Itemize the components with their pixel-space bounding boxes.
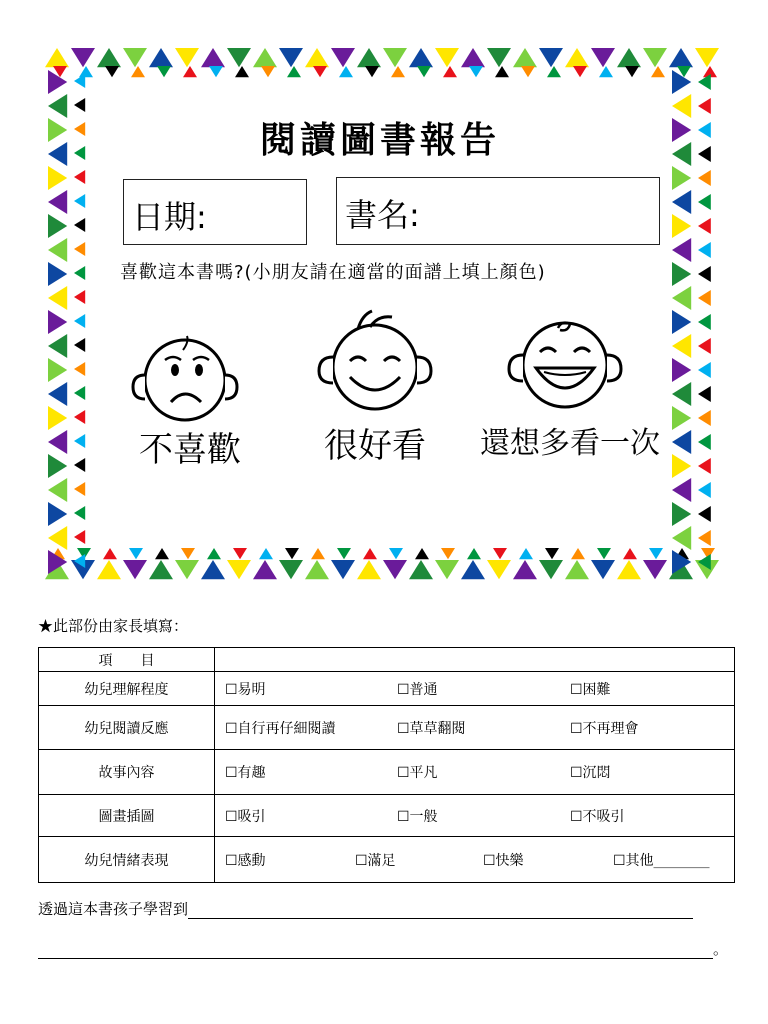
border-triangle bbox=[698, 122, 711, 138]
border-triangle bbox=[467, 548, 481, 559]
border-triangle bbox=[227, 560, 251, 579]
header-item-cell: 項 目 bbox=[39, 648, 215, 672]
checkbox-option[interactable]: ☐自行再仔細閱讀 bbox=[225, 720, 336, 737]
border-triangle bbox=[672, 478, 691, 502]
border-triangle bbox=[357, 48, 381, 67]
border-triangle bbox=[672, 238, 691, 262]
border-triangle bbox=[435, 48, 459, 67]
checkbox-option[interactable]: ☐不吸引 bbox=[570, 808, 625, 825]
checkbox-option[interactable]: ☐一般 bbox=[397, 808, 438, 825]
border-triangle bbox=[672, 166, 691, 190]
border-triangle bbox=[409, 560, 433, 579]
border-triangle bbox=[201, 48, 225, 67]
border-triangle bbox=[74, 290, 85, 304]
border-triangle bbox=[48, 526, 67, 550]
border-triangle bbox=[698, 242, 711, 258]
border-triangle bbox=[48, 286, 67, 310]
border-triangle bbox=[74, 434, 85, 448]
border-triangle bbox=[565, 48, 589, 67]
date-field[interactable] bbox=[123, 179, 307, 245]
table-row bbox=[39, 706, 735, 750]
border-triangle bbox=[123, 48, 147, 67]
border-triangle bbox=[183, 66, 197, 77]
border-triangle bbox=[233, 548, 247, 559]
border-triangle bbox=[672, 358, 691, 382]
border-triangle bbox=[279, 48, 303, 67]
border-triangle bbox=[74, 266, 85, 280]
border-triangle bbox=[698, 98, 711, 114]
border-triangle bbox=[74, 482, 85, 496]
border-triangle bbox=[357, 560, 381, 579]
border-triangle bbox=[672, 382, 691, 406]
border-triangle bbox=[97, 48, 121, 67]
border-triangle bbox=[74, 386, 85, 400]
book-name-field[interactable] bbox=[336, 177, 660, 245]
row-item-label: 圖畫插圖 bbox=[39, 795, 215, 837]
border-triangle bbox=[313, 66, 327, 77]
table-row bbox=[39, 837, 735, 883]
border-triangle bbox=[651, 66, 665, 77]
border-triangle bbox=[698, 482, 711, 498]
read-again-label: 還想多看一次 bbox=[480, 426, 660, 461]
border-triangle bbox=[337, 548, 351, 559]
border-triangle bbox=[565, 560, 589, 579]
border-triangle bbox=[131, 66, 145, 77]
border-triangle bbox=[209, 66, 223, 77]
border-triangle bbox=[311, 548, 325, 559]
border-triangle bbox=[285, 548, 299, 559]
border-triangle bbox=[643, 560, 667, 579]
border-triangle bbox=[669, 48, 693, 67]
border-triangle bbox=[74, 74, 85, 88]
table-row bbox=[39, 750, 735, 795]
border-triangle bbox=[698, 194, 711, 210]
row-item-label: 故事內容 bbox=[39, 750, 215, 795]
border-triangle bbox=[74, 242, 85, 256]
border-triangle bbox=[441, 548, 455, 559]
row-item-label: 幼兒閱讀反應 bbox=[39, 706, 215, 750]
border-triangle bbox=[74, 362, 85, 376]
border-triangle bbox=[698, 362, 711, 378]
row-item-label: 幼兒情緒表現 bbox=[39, 837, 215, 883]
learning-label: 透過這本書孩子學習到 bbox=[38, 900, 189, 918]
border-triangle bbox=[48, 118, 67, 142]
border-triangle bbox=[71, 48, 95, 67]
border-triangle bbox=[547, 66, 561, 77]
border-triangle bbox=[698, 290, 711, 306]
border-triangle bbox=[571, 548, 585, 559]
border-triangle bbox=[79, 66, 93, 77]
checkbox-option[interactable]: ☐草草翻閱 bbox=[397, 720, 466, 737]
border-triangle bbox=[698, 386, 711, 402]
border-triangle bbox=[74, 338, 85, 352]
border-triangle bbox=[48, 70, 67, 94]
border-triangle bbox=[672, 310, 691, 334]
border-triangle bbox=[391, 66, 405, 77]
border-triangle bbox=[48, 310, 67, 334]
border-triangle bbox=[672, 262, 691, 286]
border-triangle bbox=[175, 48, 199, 67]
border-triangle bbox=[698, 410, 711, 426]
border-triangle bbox=[48, 262, 67, 286]
border-triangle bbox=[48, 502, 67, 526]
table-row bbox=[39, 795, 735, 837]
sad-face-icon[interactable] bbox=[125, 330, 245, 430]
checkbox-option[interactable]: ☐易明 bbox=[225, 681, 266, 698]
border-triangle bbox=[672, 502, 691, 526]
border-triangle bbox=[695, 48, 719, 67]
border-triangle bbox=[698, 170, 711, 186]
border-triangle bbox=[521, 66, 535, 77]
evaluation-table bbox=[38, 647, 735, 883]
date-label: 日期: bbox=[132, 198, 207, 236]
border-triangle bbox=[74, 314, 85, 328]
header-blank-cell bbox=[215, 648, 735, 672]
border-triangle bbox=[469, 66, 483, 77]
border-triangle bbox=[48, 382, 67, 406]
border-triangle bbox=[74, 194, 85, 208]
border-triangle bbox=[417, 66, 431, 77]
border-triangle bbox=[698, 458, 711, 474]
border-triangle bbox=[513, 48, 537, 67]
checkbox-option[interactable]: ☐困難 bbox=[570, 681, 611, 698]
border-triangle bbox=[227, 48, 251, 67]
border-triangle bbox=[331, 48, 355, 67]
dislike-label: 不喜歡 bbox=[139, 430, 241, 470]
checkbox-option[interactable]: ☐普通 bbox=[397, 681, 438, 698]
border-triangle bbox=[625, 66, 639, 77]
border-triangle bbox=[331, 560, 355, 579]
border-triangle bbox=[409, 48, 433, 67]
border-triangle bbox=[339, 66, 353, 77]
checkbox-option[interactable]: ☐吸引 bbox=[225, 808, 266, 825]
border-triangle bbox=[672, 526, 691, 550]
checkbox-option[interactable]: ☐不再理會 bbox=[570, 720, 639, 737]
border-triangle bbox=[261, 66, 275, 77]
border-triangle bbox=[253, 48, 277, 67]
border-triangle bbox=[305, 48, 329, 67]
border-triangle bbox=[698, 434, 711, 450]
border-triangle bbox=[201, 560, 225, 579]
border-triangle bbox=[45, 48, 69, 67]
border-triangle bbox=[617, 560, 641, 579]
like-question: 喜歡這本書嗎?(小朋友請在適當的面譜上填上顏色) bbox=[120, 262, 546, 283]
border-triangle bbox=[698, 266, 711, 282]
laugh-face-icon[interactable] bbox=[500, 310, 630, 410]
border-triangle bbox=[149, 48, 173, 67]
border-triangle bbox=[181, 548, 195, 559]
row-item-label: 幼兒理解程度 bbox=[39, 672, 215, 706]
border-triangle bbox=[383, 48, 407, 67]
border-triangle bbox=[698, 338, 711, 354]
border-triangle bbox=[487, 560, 511, 579]
parent-note: ★此部份由家長填寫： bbox=[38, 617, 189, 635]
border-triangle bbox=[74, 410, 85, 424]
checkbox-option[interactable]: ☐其他________ bbox=[613, 852, 710, 869]
border-triangle bbox=[597, 548, 611, 559]
learning-section bbox=[38, 898, 728, 968]
smile-face-icon[interactable] bbox=[310, 305, 440, 415]
border-triangle bbox=[672, 406, 691, 430]
border-triangle bbox=[672, 70, 691, 94]
border-triangle bbox=[672, 286, 691, 310]
border-triangle bbox=[103, 548, 117, 559]
border-triangle bbox=[672, 142, 691, 166]
border-triangle bbox=[389, 548, 403, 559]
table-header-row bbox=[39, 648, 735, 672]
border-triangle bbox=[383, 560, 407, 579]
border-triangle bbox=[123, 560, 147, 579]
border-triangle bbox=[672, 454, 691, 478]
border-triangle bbox=[259, 548, 273, 559]
border-triangle bbox=[48, 406, 67, 430]
border-triangle bbox=[573, 66, 587, 77]
border-triangle bbox=[207, 548, 221, 559]
border-triangle bbox=[672, 190, 691, 214]
border-triangle bbox=[105, 66, 119, 77]
border-triangle bbox=[48, 478, 67, 502]
border-triangle bbox=[698, 218, 711, 234]
checkbox-option[interactable]: ☐滿足 bbox=[355, 852, 396, 869]
border-triangle bbox=[48, 214, 67, 238]
border-triangle bbox=[155, 548, 169, 559]
checkbox-option[interactable]: ☐平凡 bbox=[397, 765, 438, 781]
border-triangle bbox=[365, 66, 379, 77]
border-triangle bbox=[513, 560, 537, 579]
border-triangle bbox=[74, 218, 85, 232]
border-triangle bbox=[461, 560, 485, 579]
border-triangle bbox=[672, 118, 691, 142]
border-triangle bbox=[493, 548, 507, 559]
border-triangle bbox=[643, 48, 667, 67]
border-triangle bbox=[253, 560, 277, 579]
learning-line-2[interactable] bbox=[38, 940, 713, 959]
border-triangle bbox=[545, 548, 559, 559]
border-triangle bbox=[74, 530, 85, 544]
table-row bbox=[39, 672, 735, 706]
border-triangle bbox=[599, 66, 613, 77]
border-triangle bbox=[698, 530, 711, 546]
border-triangle bbox=[129, 548, 143, 559]
border-triangle bbox=[435, 560, 459, 579]
border-triangle bbox=[175, 560, 199, 579]
border-triangle bbox=[495, 66, 509, 77]
border-triangle bbox=[672, 334, 691, 358]
border-triangle bbox=[519, 548, 533, 559]
border-triangle bbox=[672, 94, 691, 118]
border-triangle bbox=[649, 548, 663, 559]
border-triangle bbox=[539, 560, 563, 579]
border-triangle bbox=[149, 560, 173, 579]
border-triangle bbox=[461, 48, 485, 67]
border-triangle bbox=[672, 430, 691, 454]
border-triangle bbox=[363, 548, 377, 559]
border-triangle bbox=[48, 430, 67, 454]
border-triangle bbox=[698, 506, 711, 522]
end-mark: 。 bbox=[713, 940, 729, 958]
border-triangle bbox=[591, 560, 615, 579]
checkbox-option[interactable]: ☐有趣 bbox=[225, 765, 266, 781]
border-triangle bbox=[48, 334, 67, 358]
border-triangle bbox=[74, 146, 85, 160]
report-title: 閱讀圖書報告 bbox=[259, 120, 500, 161]
border-triangle bbox=[74, 458, 85, 472]
border-triangle bbox=[672, 214, 691, 238]
border-triangle bbox=[623, 548, 637, 559]
border-triangle bbox=[617, 48, 641, 67]
border-triangle bbox=[74, 170, 85, 184]
border-triangle bbox=[591, 48, 615, 67]
border-triangle bbox=[443, 66, 457, 77]
good-label: 很好看 bbox=[324, 426, 426, 466]
border-triangle bbox=[487, 48, 511, 67]
border-triangle bbox=[157, 66, 171, 77]
border-triangle bbox=[287, 66, 301, 77]
border-triangle bbox=[48, 238, 67, 262]
checkbox-option[interactable]: ☐快樂 bbox=[483, 852, 524, 869]
border-triangle bbox=[48, 454, 67, 478]
border-triangle bbox=[48, 358, 67, 382]
border-triangle bbox=[698, 314, 711, 330]
border-triangle bbox=[48, 166, 67, 190]
book-name-label: 書名: bbox=[345, 196, 420, 234]
border-triangle bbox=[415, 548, 429, 559]
checkbox-option[interactable]: ☐沉悶 bbox=[570, 765, 611, 781]
border-triangle bbox=[48, 190, 67, 214]
border-triangle bbox=[539, 48, 563, 67]
border-triangle bbox=[305, 560, 329, 579]
border-triangle bbox=[48, 142, 67, 166]
border-triangle bbox=[74, 98, 85, 112]
border-triangle bbox=[279, 560, 303, 579]
border-triangle bbox=[74, 122, 85, 136]
learning-line-1[interactable] bbox=[188, 900, 693, 919]
border-triangle bbox=[48, 94, 67, 118]
border-triangle bbox=[698, 146, 711, 162]
checkbox-option[interactable]: ☐感動 bbox=[225, 852, 266, 869]
border-triangle bbox=[235, 66, 249, 77]
border-triangle bbox=[97, 560, 121, 579]
border-triangle bbox=[74, 506, 85, 520]
